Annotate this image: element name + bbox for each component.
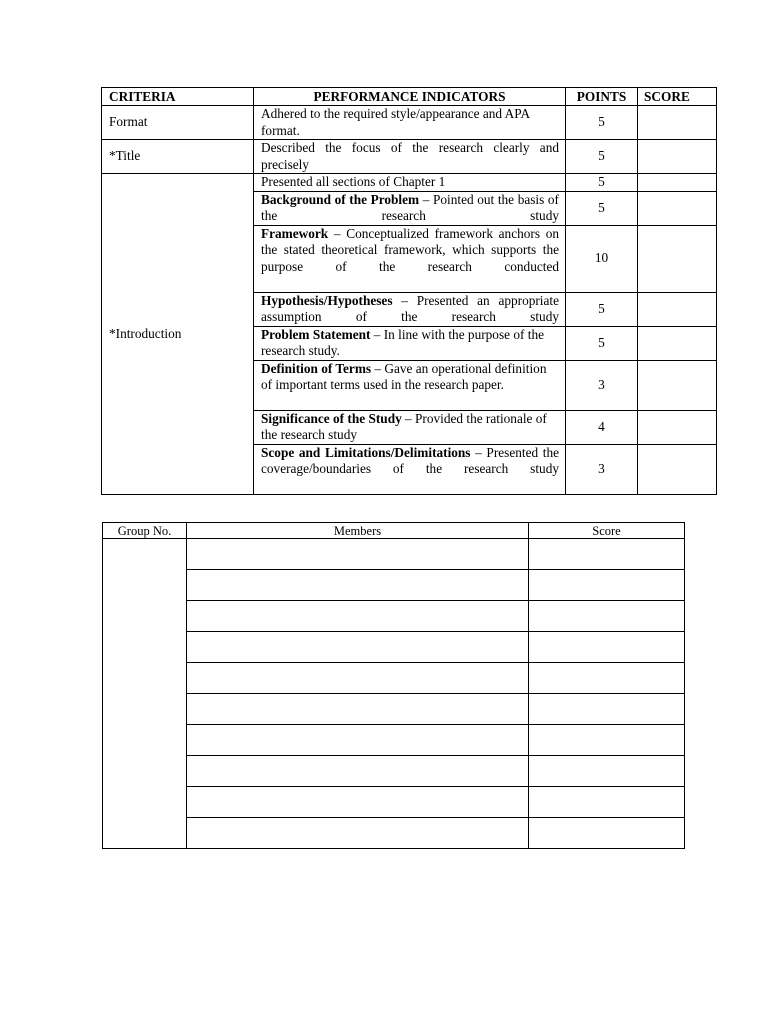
points-cell: 3: [566, 360, 638, 410]
member-row: [103, 570, 685, 601]
members-header: Members: [187, 523, 529, 539]
indicator-text: – Gave an operational definition of important terms used in the research paper.: [261, 360, 547, 392]
indicator-label: Definition of Terms: [261, 360, 372, 376]
criteria-cell: *Title: [102, 140, 254, 174]
member-row: [103, 601, 685, 632]
rubric-table: [101, 87, 717, 495]
member-score-cell[interactable]: [529, 632, 685, 663]
score-header: SCORE: [638, 88, 717, 106]
indicator-cell: [254, 410, 566, 444]
score-cell[interactable]: [638, 225, 717, 292]
member-name-cell[interactable]: [187, 663, 529, 694]
member-score-cell[interactable]: [529, 756, 685, 787]
indicator-cell: [254, 444, 566, 494]
member-name-cell[interactable]: [187, 694, 529, 725]
points-cell: 5: [566, 191, 638, 225]
group-members-table: [102, 522, 685, 849]
points-cell: 5: [566, 140, 638, 174]
score-cell[interactable]: [638, 444, 717, 494]
indicator-cell: [254, 360, 566, 410]
member-score-cell[interactable]: [529, 539, 685, 570]
member-row: [103, 725, 685, 756]
points-cell: 4: [566, 410, 638, 444]
indicator-text: Described the focus of the research clearly and precisely: [261, 140, 559, 172]
member-score-cell[interactable]: [529, 663, 685, 694]
member-row: [103, 787, 685, 818]
points-cell: 5: [566, 106, 638, 140]
score-cell[interactable]: [638, 360, 717, 410]
indicator-label: Background of the Problem: [261, 191, 420, 207]
points-cell: 5: [566, 326, 638, 360]
score-cell[interactable]: [638, 174, 717, 192]
points-cell: 5: [566, 292, 638, 326]
member-score-cell[interactable]: [529, 818, 685, 849]
rubric-row-title: [102, 140, 717, 174]
points-cell: 10: [566, 225, 638, 292]
score-cell[interactable]: [638, 410, 717, 444]
points-header: POINTS: [566, 88, 638, 106]
indicator-cell: [254, 191, 566, 225]
points-cell: 5: [566, 174, 638, 192]
member-row: [103, 632, 685, 663]
performance-indicators-header: PERFORMANCE INDICATORS: [254, 88, 566, 106]
member-name-cell[interactable]: [187, 756, 529, 787]
indicator-cell: [254, 225, 566, 292]
member-score-cell[interactable]: [529, 787, 685, 818]
member-name-cell[interactable]: [187, 570, 529, 601]
indicator-cell: [254, 326, 566, 360]
score-cell[interactable]: [638, 326, 717, 360]
member-row: [103, 539, 685, 570]
member-score-cell[interactable]: [529, 694, 685, 725]
member-score-cell[interactable]: [529, 601, 685, 632]
indicator-text: – Presented an appropriate assumption of the research study: [261, 292, 559, 324]
indicator-text: – In line with the purpose of the research study.: [261, 326, 544, 358]
score-header: Score: [529, 523, 685, 539]
rubric-row-format: [102, 106, 717, 140]
indicator-text: – Provided the rationale of the research study: [261, 410, 547, 442]
indicator-text: – Pointed out the basis of the research study: [261, 191, 559, 223]
member-name-cell[interactable]: [187, 601, 529, 632]
member-score-cell[interactable]: [529, 570, 685, 601]
indicator-label: Problem Statement: [261, 326, 371, 342]
group-no-header: Group No.: [103, 523, 187, 539]
indicator-cell: Adhered to the required style/appearance and APA format.: [254, 106, 566, 140]
member-score-cell[interactable]: [529, 725, 685, 756]
member-name-cell[interactable]: [187, 632, 529, 663]
indicator-text: – Presented the coverage/boundaries of the research study: [261, 444, 560, 476]
indicator-cell: Presented all sections of Chapter 1: [254, 174, 566, 192]
member-name-cell[interactable]: [187, 539, 529, 570]
criteria-header: CRITERIA: [102, 88, 254, 106]
score-cell[interactable]: [638, 292, 717, 326]
score-cell[interactable]: [638, 106, 717, 140]
member-name-cell[interactable]: [187, 787, 529, 818]
indicator-cell: [254, 292, 566, 326]
score-cell[interactable]: [638, 140, 717, 174]
points-cell: 3: [566, 444, 638, 494]
indicator-label: Scope and Limitations/Delimitations: [261, 444, 471, 460]
group-header-row: [103, 523, 685, 539]
group-no-cell[interactable]: [103, 539, 187, 849]
member-name-cell[interactable]: [187, 818, 529, 849]
criteria-cell-introduction: *Introduction: [102, 174, 254, 495]
rubric-header-row: [102, 88, 717, 106]
indicator-text: – Conceptualized framework anchors on the stated theoretical framework, which supports the purpose of the research conducted: [261, 225, 559, 274]
indicator-label: Significance of the Study: [261, 410, 402, 426]
member-row: [103, 756, 685, 787]
indicator-cell: [254, 140, 566, 174]
member-name-cell[interactable]: [187, 725, 529, 756]
member-row: [103, 694, 685, 725]
rubric-row-chapter-sections: [102, 174, 717, 192]
score-cell[interactable]: [638, 191, 717, 225]
indicator-label: Hypothesis/Hypotheses: [261, 292, 393, 308]
indicator-label: Framework: [261, 225, 329, 241]
criteria-cell: Format: [102, 106, 254, 140]
member-row: [103, 818, 685, 849]
member-row: [103, 663, 685, 694]
